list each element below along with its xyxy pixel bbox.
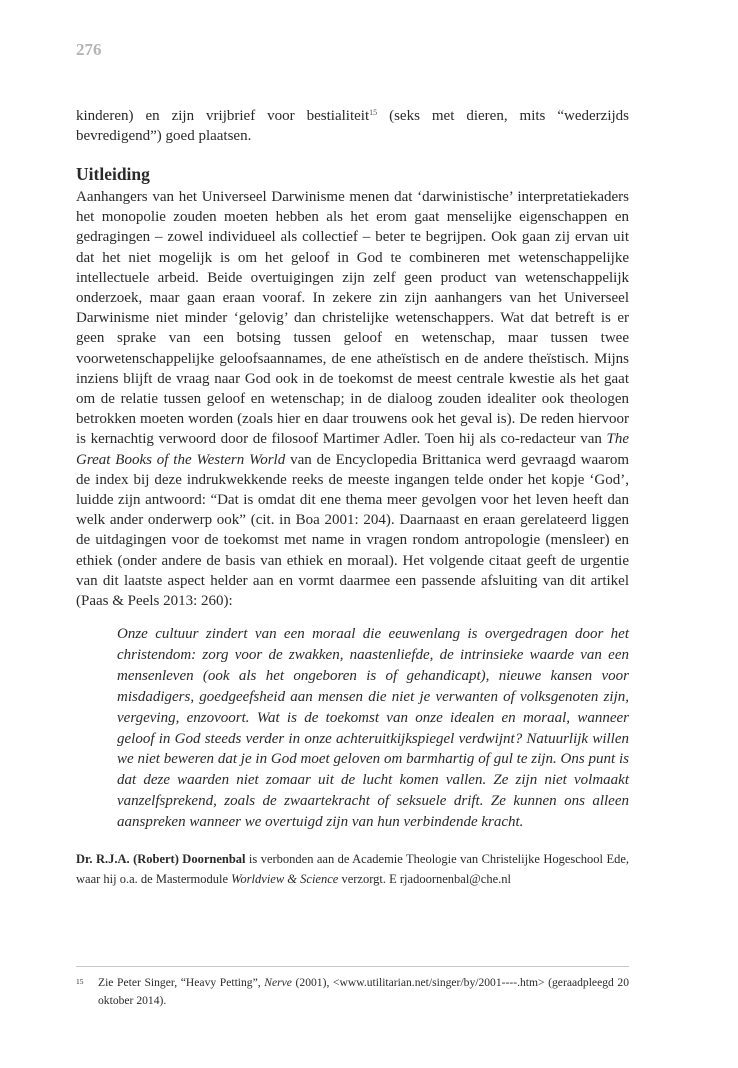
footnote [76,974,629,1009]
intro-text-before: kinderen) en zijn vrijbrief voor bestialiteit [76,108,370,124]
footnote-journal: Nerve [264,976,292,989]
footnote-text [98,974,629,1009]
section-heading: Uitleiding [76,164,150,184]
book-title: The Great Books of the Western World [76,431,629,468]
intro-paragraph [76,106,629,146]
author-name: Dr. R.J.A. (Robert) Doornenbal [76,852,246,866]
author-bio [76,849,629,889]
footnote-text-1: Zie Peter Singer, “Heavy Petting”, [98,976,265,989]
intro-text-after: (seks met dieren, mits “wederzijds bevredigend”) goed plaatsen. [76,108,629,145]
footnote-reference[interactable]: 15 [369,108,378,117]
footnote-number: 15 [76,977,84,986]
block-quote: Onze cultuur zindert van een moraal die eeuwenlang is overgedragen door het christendom: zorg voor de zwakken, naastenliefde, de intrinsieke waarde van een mensenleven (ook als het ongeboren is of gehandicapt), nieuwe kansen voor misdadigers, goedgeefsheid aan mensen die niet je verwanten of volksgenoten zijn, vergeving, enzovoort. Wat is de toekomst van onze idealen en moraal, wanneer geloof in God steeds verder in onze achteruitkijkspiegel verdwijnt? Natuurlijk willen we niet beweren dat je in God moet geloven om barmhartig of gul te zijn. Ons punt is dat deze waarden niet zomaar uit de lucht komen vallen. Ze zijn niet volmaakt vanzelfsprekend, zoals de zwaartekracht of seksuele drift. Ze kunnen ons alleen aanspreken wanneer we overtuigd zijn van hun verbindende kracht. [117,626,629,831]
module-name: Worldview & Science [231,872,339,886]
footnote-text-2: (2001), <www.utilitarian.net/singer/by/2001----.htm> (geraadpleegd 20 oktober 2014). [98,976,629,1007]
bio-text-2: verzorgt. E rjadoornenbal@che.nl [338,872,512,886]
main-paragraph [76,187,629,611]
main-paragraph-part-2: van de Encyclopedia Brittanica werd gevraagd waarom de index bij deze indrukwekkende reeks de meeste ingangen telde onder het kopje ‘God’, luidde zijn antwoord: “Dat is omdat dit ene thema meer gevolgen voor het leven heeft dan welk ander onderwerp ook” (cit. in Boa 2001: 204). Daarnaast en eraan gerelateerd liggen de uitdagingen voor de toekomst met name in vragen rondom antropologie (mensleer) en ethiek (onder andere de basis van ethiek en moraal). Het volgende citaat geeft de urgentie van dit laatste aspect helder aan en vormt daarmee een passende afsluiting van dit artikel (Paas & Peels 2013: 260): [76,451,629,610]
main-paragraph-part-1: Aanhangers van het Universeel Darwinisme menen dat ‘darwinistische’ interpretatiekaders het monopolie zouden moeten hebben als het erom gaat menselijke eigenschappen en gedragingen – zowel individueel als collectief – beter te begrijpen. Ook gaan zij ervan uit dat het niet mogelijk is om het geloof in God te combineren met wetenschappelijke intellectuele arbeid. Beide overtuigingen zijn zelf geen product van wetenschappelijk onderzoek, maar gaan eraan vooraf. In zekere zin zijn aanhangers van het Universeel Darwinisme niet minder ‘gelovig’ dan christelijke wetenschappers. Wat dat betreft is er geen sprake van een botsing tussen geloof en wetenschap, maar tussen twee voorwetenschappelijke geloofsaannames, de ene atheïstisch en de andere theïstisch. Mijns inziens blijft de vraag naar God ook in de toekomst de meest centrale kwestie als het gaat om de relatie tussen geloof en wetenschap; in de dialoog zouden idealiter ook theologen betrokken moeten worden (zoals hier en daar trouwens ook het geval is). De reden hiervoor is kernachtig verwoord door de filosoof Martimer Adler. Toen hij als co-redacteur van [76,189,629,448]
bio-text-1: is verbonden aan de Academie Theologie van Christelijke Hogeschool Ede, waar hij o.a. de Mastermodule [76,852,630,886]
footnote-divider [76,966,629,967]
page-number: 276 [76,40,102,59]
